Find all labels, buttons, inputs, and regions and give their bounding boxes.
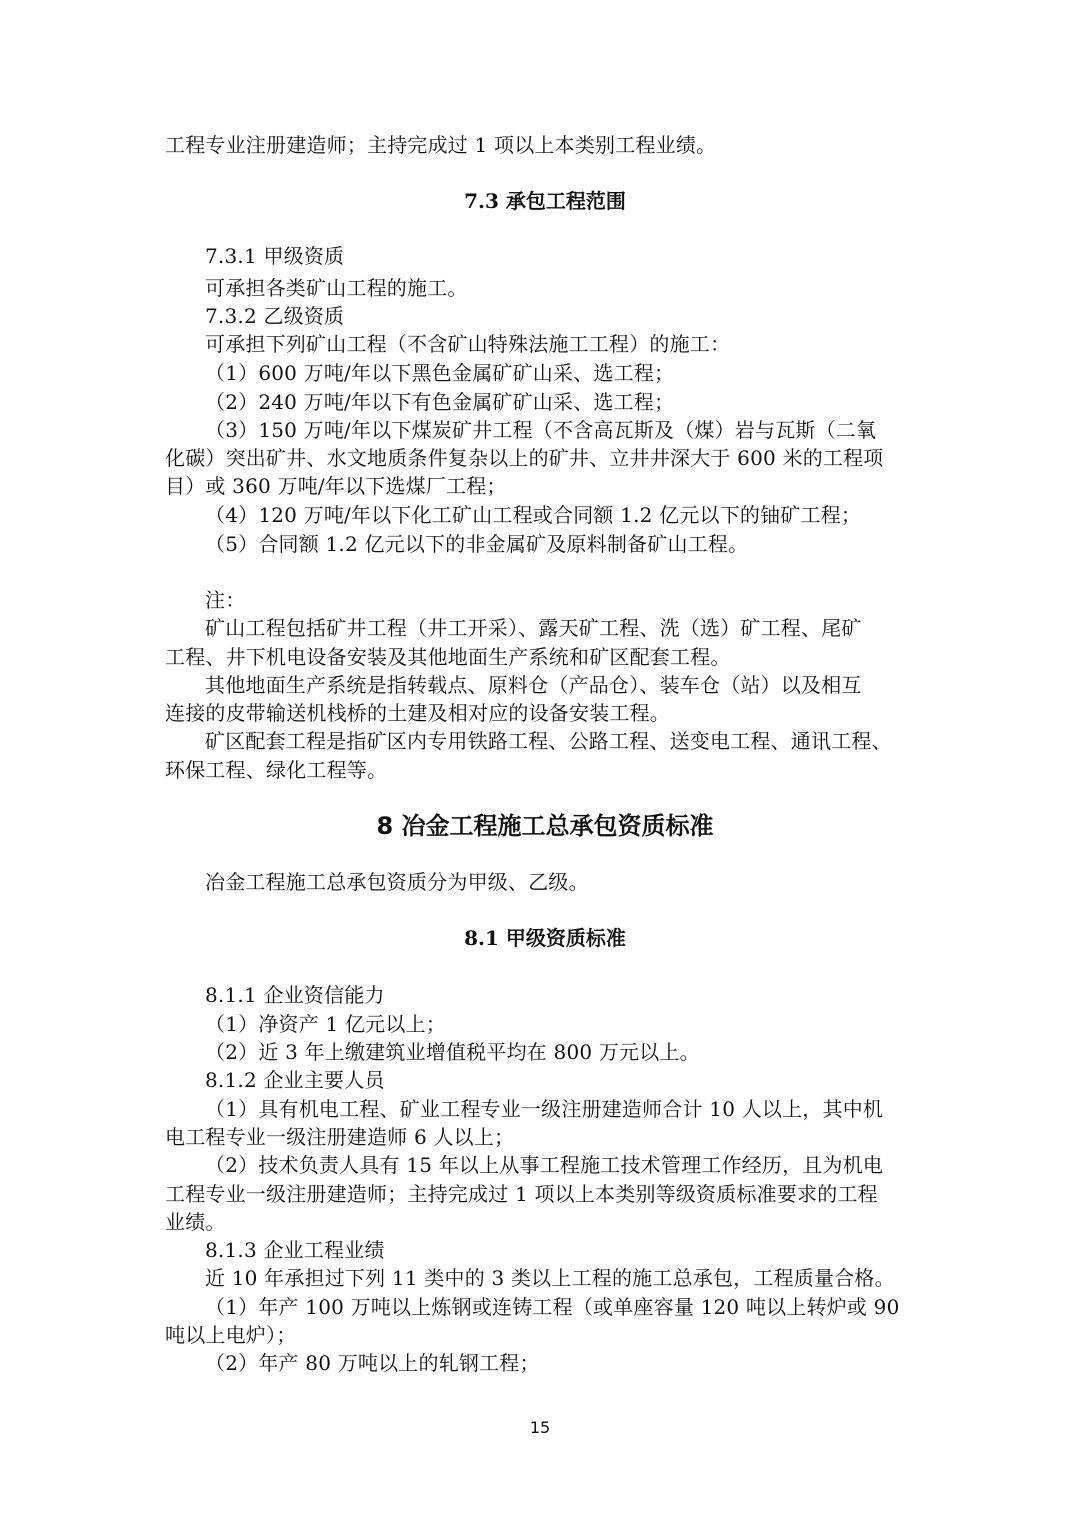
paragraph-line: 其他地面生产系统是指转载点、原料仓（产品仓）、装车仓（站）以及相互 [205,673,862,697]
list-item: （1）600 万吨/年以下黑色金属矿矿山采、选工程； [205,361,675,385]
paragraph-line: 吨以上电炉）； [165,1323,297,1347]
chapter-heading-8: 8 冶金工程施工总承包资质标准 [376,812,714,840]
paragraph-line: 矿山工程包括矿井工程（井工开采）、露天矿工程、洗（选）矿工程、尾矿 [205,616,862,640]
subsection-heading-8-1-2: 8.1.2 企业主要人员 [205,1068,385,1092]
list-item: （2）近 3 年上缴建筑业增值税平均在 800 万元以上。 [205,1040,700,1064]
subsection-heading-7-3-1: 7.3.1 甲级资质 [205,244,345,268]
page-number: 15 [529,1418,551,1437]
paragraph-line: 工程、井下机电设备安装及其他地面生产系统和矿区配套工程。 [165,645,731,669]
paragraph-line: 近 10 年承担过下列 11 类中的 3 类以上工程的施工总承包，工程质量合格。 [205,1266,895,1290]
list-item: （4）120 万吨/年以下化工矿山工程或合同额 1.2 亿元以下的铀矿工程； [205,503,862,527]
paragraph-line: 可承担各类矿山工程的施工。 [205,276,468,300]
paragraph-line: 连接的皮带输送机栈桥的土建及相对应的设备安装工程。 [165,701,670,725]
list-item: （1）具有机电工程、矿业工程专业一级注册建造师合计 10 人以上，其中机 [205,1097,884,1121]
subsection-heading-8-1-3: 8.1.3 企业工程业绩 [205,1238,385,1262]
paragraph-line: 目）或 360 万吨/年以下选煤厂工程； [165,474,507,498]
list-item: （5）合同额 1.2 亿元以下的非金属矿及原料制备矿山工程。 [205,532,749,556]
list-item: （2）技术负责人具有 15 年以上从事工程施工技术管理工作经历，且为机电 [205,1153,884,1177]
section-heading-8-1: 8.1 甲级资质标准 [464,926,626,950]
subsection-heading-7-3-2: 7.3.2 乙级资质 [205,304,345,328]
subsection-heading-8-1-1: 8.1.1 企业资信能力 [205,983,385,1007]
list-item: （2）240 万吨/年以下有色金属矿矿山采、选工程； [205,390,675,414]
list-item: （1）年产 100 万吨以上炼钢或连铸工程（或单座容量 120 吨以上转炉或 90 [205,1295,900,1319]
paragraph-line: 工程专业注册建造师；主持完成过 1 项以上本类别工程业绩。 [165,133,717,157]
list-item: （3）150 万吨/年以下煤炭矿井工程（不含高瓦斯及（煤）岩与瓦斯（二氧 [205,418,877,442]
section-heading-7-3: 7.3 承包工程范围 [464,189,626,213]
paragraph-line: 电工程专业一级注册建造师 6 人以上； [165,1125,515,1149]
list-item: （2）年产 80 万吨以上的轧钢工程； [205,1351,540,1375]
paragraph-line: 化碳）突出矿井、水文地质条件复杂以上的矿井、立井井深大于 600 米的工程项 [165,446,884,470]
paragraph-line: 冶金工程施工总承包资质分为甲级、乙级。 [205,870,589,894]
list-item: （1）净资产 1 亿元以上； [205,1012,446,1036]
paragraph-line: 环保工程、绿化工程等。 [165,758,388,782]
paragraph-line: 矿区配套工程是指矿区内专用铁路工程、公路工程、送变电工程、通讯工程、 [205,729,892,753]
paragraph-line: 可承担下列矿山工程（不含矿山特殊法施工工程）的施工： [205,332,731,356]
note-label: 注： [205,588,246,612]
paragraph-line: 工程专业一级注册建造师；主持完成过 1 项以上本类别等级资质标准要求的工程 [165,1182,878,1206]
paragraph-line: 业绩。 [165,1210,226,1234]
